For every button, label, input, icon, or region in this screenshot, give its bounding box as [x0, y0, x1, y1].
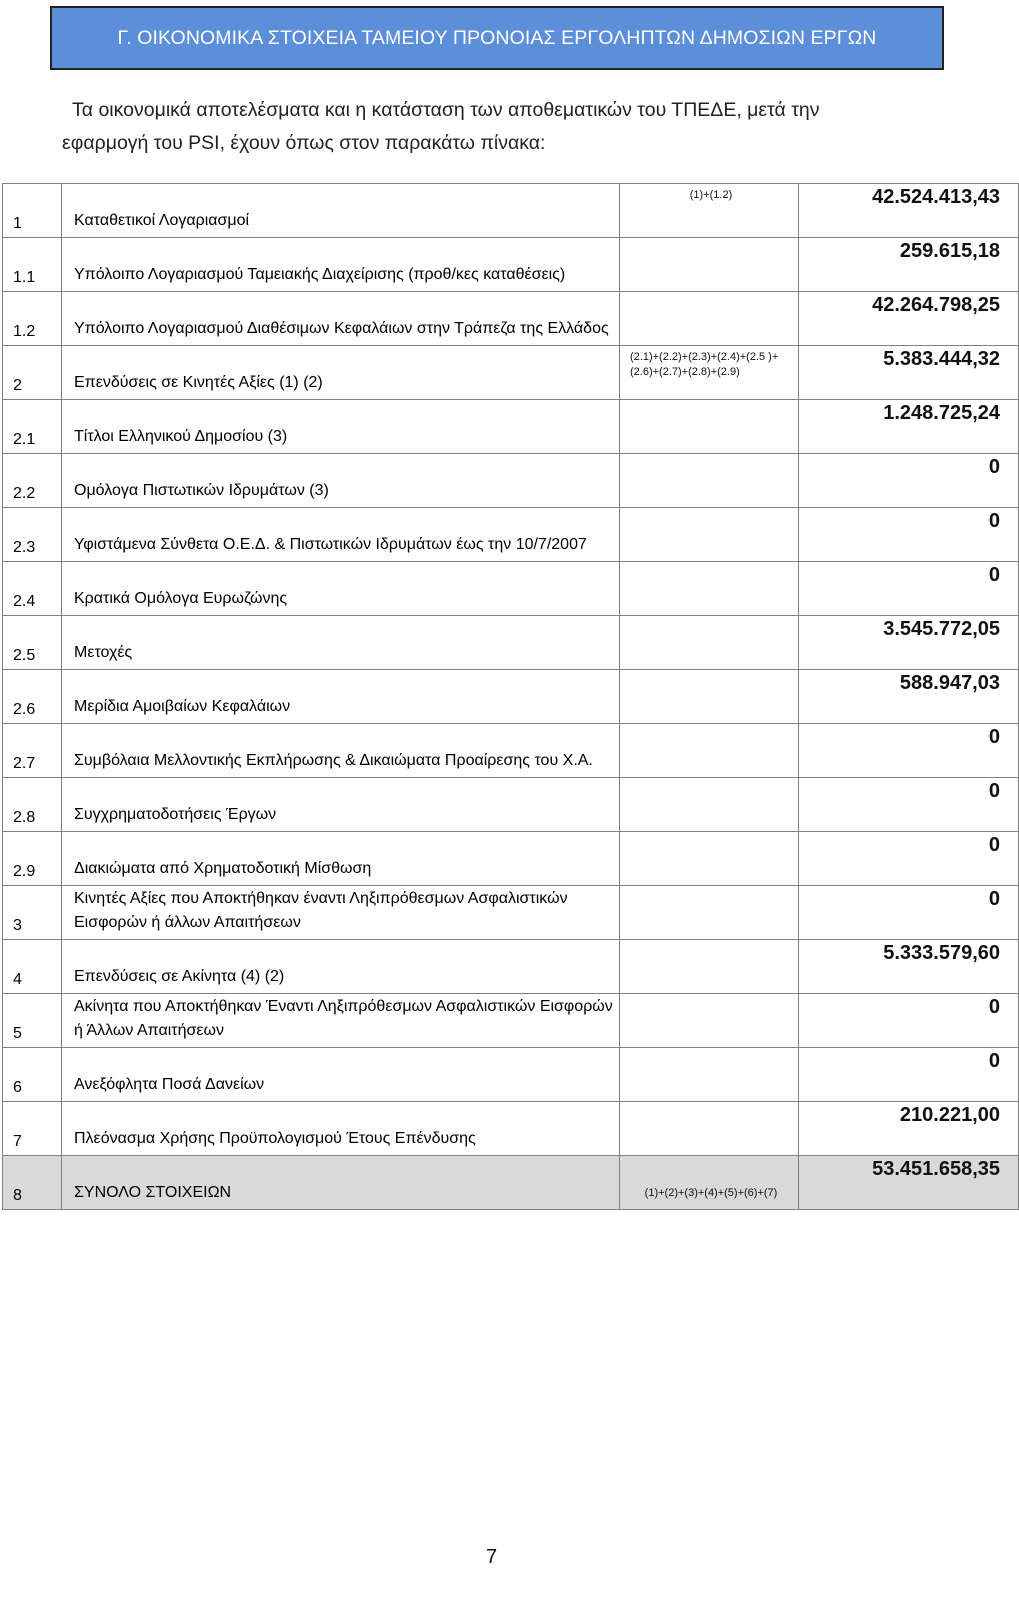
table-row [3, 994, 1019, 1048]
row-formula [620, 778, 799, 832]
row-formula [620, 562, 799, 616]
row-value: 42.524.413,43 [799, 184, 1019, 238]
row-formula [620, 238, 799, 292]
intro-paragraph [62, 94, 932, 160]
row-description: Υφιστάμενα Σύνθετα Ο.Ε.Δ. & Πιστωτικών Ιδρυμάτων έως την 10/7/2007 [62, 508, 620, 562]
row-number: 2.9 [3, 832, 62, 886]
financial-table [2, 183, 1019, 1210]
row-value: 259.615,18 [799, 238, 1019, 292]
row-description: Υπόλοιπο Λογαριασμού Ταμειακής Διαχείρισης (προθ/κες καταθέσεις) [62, 238, 620, 292]
table-row [3, 292, 1019, 346]
row-description: Μερίδια Αμοιβαίων Κεφαλάιων [62, 670, 620, 724]
row-number: 1 [3, 184, 62, 238]
row-number: 2.8 [3, 778, 62, 832]
row-description: Πλεόνασμα Χρήσης Προϋπολογισμού Έτους Επένδυσης [62, 1102, 620, 1156]
row-value: 0 [799, 1048, 1019, 1102]
row-number: 8 [3, 1156, 62, 1210]
row-value: 0 [799, 454, 1019, 508]
row-number: 2.6 [3, 670, 62, 724]
table-row [3, 238, 1019, 292]
row-formula [620, 994, 799, 1048]
row-number: 2.7 [3, 724, 62, 778]
row-number: 2.4 [3, 562, 62, 616]
row-description: Ομόλογα Πιστωτικών Ιδρυμάτων (3) [62, 454, 620, 508]
row-formula [620, 508, 799, 562]
row-description: Συμβόλαια Μελλοντικής Εκπλήρωσης & Δικαιώματα Προαίρεσης του Χ.Α. [62, 724, 620, 778]
table-row [3, 778, 1019, 832]
row-description: Καταθετικοί Λογαριασμοί [62, 184, 620, 238]
row-formula [620, 940, 799, 994]
row-value: 0 [799, 778, 1019, 832]
row-formula: (1)+(1.2) [620, 184, 799, 238]
row-number: 2.5 [3, 616, 62, 670]
page-number: 7 [486, 1546, 498, 1568]
table-row [3, 616, 1019, 670]
row-number: 2.3 [3, 508, 62, 562]
row-formula: (2.1)+(2.2)+(2.3)+(2.4)+(2.5 )+(2.6)+(2.7)+(2.8)+(2.9) [620, 346, 799, 400]
row-formula [620, 886, 799, 940]
row-value: 42.264.798,25 [799, 292, 1019, 346]
row-number: 3 [3, 886, 62, 940]
row-number: 1.1 [3, 238, 62, 292]
financial-table-body [3, 184, 1019, 1210]
row-value: 210.221,00 [799, 1102, 1019, 1156]
row-value: 5.383.444,32 [799, 346, 1019, 400]
row-description: Επενδύσεις σε Κινητές Αξίες (1) (2) [62, 346, 620, 400]
row-description: Ακίνητα που Αποκτήθηκαν Έναντι Ληξιπρόθεσμων Ασφαλιστικών Εισφορών ή Άλλων Απαιτήσεων [62, 994, 620, 1048]
intro-line-2: εφαρμογή του PSI, έχουν όπως στον παρακάτω πίνακα: [62, 132, 546, 154]
row-number: 1.2 [3, 292, 62, 346]
intro-line-1: Τα οικονομικά αποτελέσματα και η κατάσταση των αποθεματικών του ΤΠΕΔΕ, μετά την [72, 99, 820, 121]
table-row [3, 886, 1019, 940]
section-title: Γ. ΟΙΚΟΝΟΜΙΚΑ ΣΤΟΙΧΕΙΑ ΤΑΜΕΙΟΥ ΠΡΟΝΟΙΑΣ ΕΡΓΟΛΗΠΤΩΝ ΔΗΜΟΣΙΩΝ ΕΡΓΩΝ [117, 26, 877, 49]
table-row [3, 670, 1019, 724]
row-description: Συγχρηματοδοτήσεις Έργων [62, 778, 620, 832]
row-formula [620, 1102, 799, 1156]
table-row [3, 1156, 1019, 1210]
row-number: 5 [3, 994, 62, 1048]
row-formula: (1)+(2)+(3)+(4)+(5)+(6)+(7) [620, 1156, 799, 1210]
row-value: 0 [799, 724, 1019, 778]
row-number: 2 [3, 346, 62, 400]
row-number: 2.1 [3, 400, 62, 454]
row-formula [620, 400, 799, 454]
table-row [3, 1048, 1019, 1102]
row-description: Ανεξόφλητα Ποσά Δανείων [62, 1048, 620, 1102]
row-value: 1.248.725,24 [799, 400, 1019, 454]
section-title-box [50, 6, 944, 70]
table-row [3, 832, 1019, 886]
row-number: 4 [3, 940, 62, 994]
row-formula [620, 670, 799, 724]
row-formula [620, 616, 799, 670]
row-description: Κινητές Αξίες που Αποκτήθηκαν έναντι Ληξιπρόθεσμων Ασφαλιστικών Εισφορών ή άλλων Απαιτήσεων [62, 886, 620, 940]
table-row [3, 400, 1019, 454]
row-description: Διακιώματα από Χρηματοδοτική Μίσθωση [62, 832, 620, 886]
row-formula [620, 724, 799, 778]
row-formula [620, 1048, 799, 1102]
table-row [3, 562, 1019, 616]
table-row [3, 1102, 1019, 1156]
table-row [3, 940, 1019, 994]
row-value: 588.947,03 [799, 670, 1019, 724]
row-number: 7 [3, 1102, 62, 1156]
row-formula [620, 292, 799, 346]
row-number: 6 [3, 1048, 62, 1102]
row-value: 3.545.772,05 [799, 616, 1019, 670]
row-description: Τίτλοι Ελληνικού Δημοσίου (3) [62, 400, 620, 454]
row-value: 0 [799, 562, 1019, 616]
row-value: 53.451.658,35 [799, 1156, 1019, 1210]
row-description: Κρατικά Ομόλογα Ευρωζώνης [62, 562, 620, 616]
row-value: 0 [799, 508, 1019, 562]
row-value: 0 [799, 994, 1019, 1048]
table-row [3, 454, 1019, 508]
table-row [3, 346, 1019, 400]
table-row [3, 184, 1019, 238]
row-value: 0 [799, 886, 1019, 940]
row-value: 5.333.579,60 [799, 940, 1019, 994]
row-formula [620, 832, 799, 886]
table-row [3, 508, 1019, 562]
row-description: Επενδύσεις σε Ακίνητα (4) (2) [62, 940, 620, 994]
row-description: Υπόλοιπο Λογαριασμού Διαθέσιμων Κεφαλάιων στην Τράπεζα της Ελλάδος [62, 292, 620, 346]
table-row [3, 724, 1019, 778]
row-description: ΣΥΝΟΛΟ ΣΤΟΙΧΕΙΩΝ [62, 1156, 620, 1210]
row-value: 0 [799, 832, 1019, 886]
row-description: Μετοχές [62, 616, 620, 670]
row-formula [620, 454, 799, 508]
row-number: 2.2 [3, 454, 62, 508]
